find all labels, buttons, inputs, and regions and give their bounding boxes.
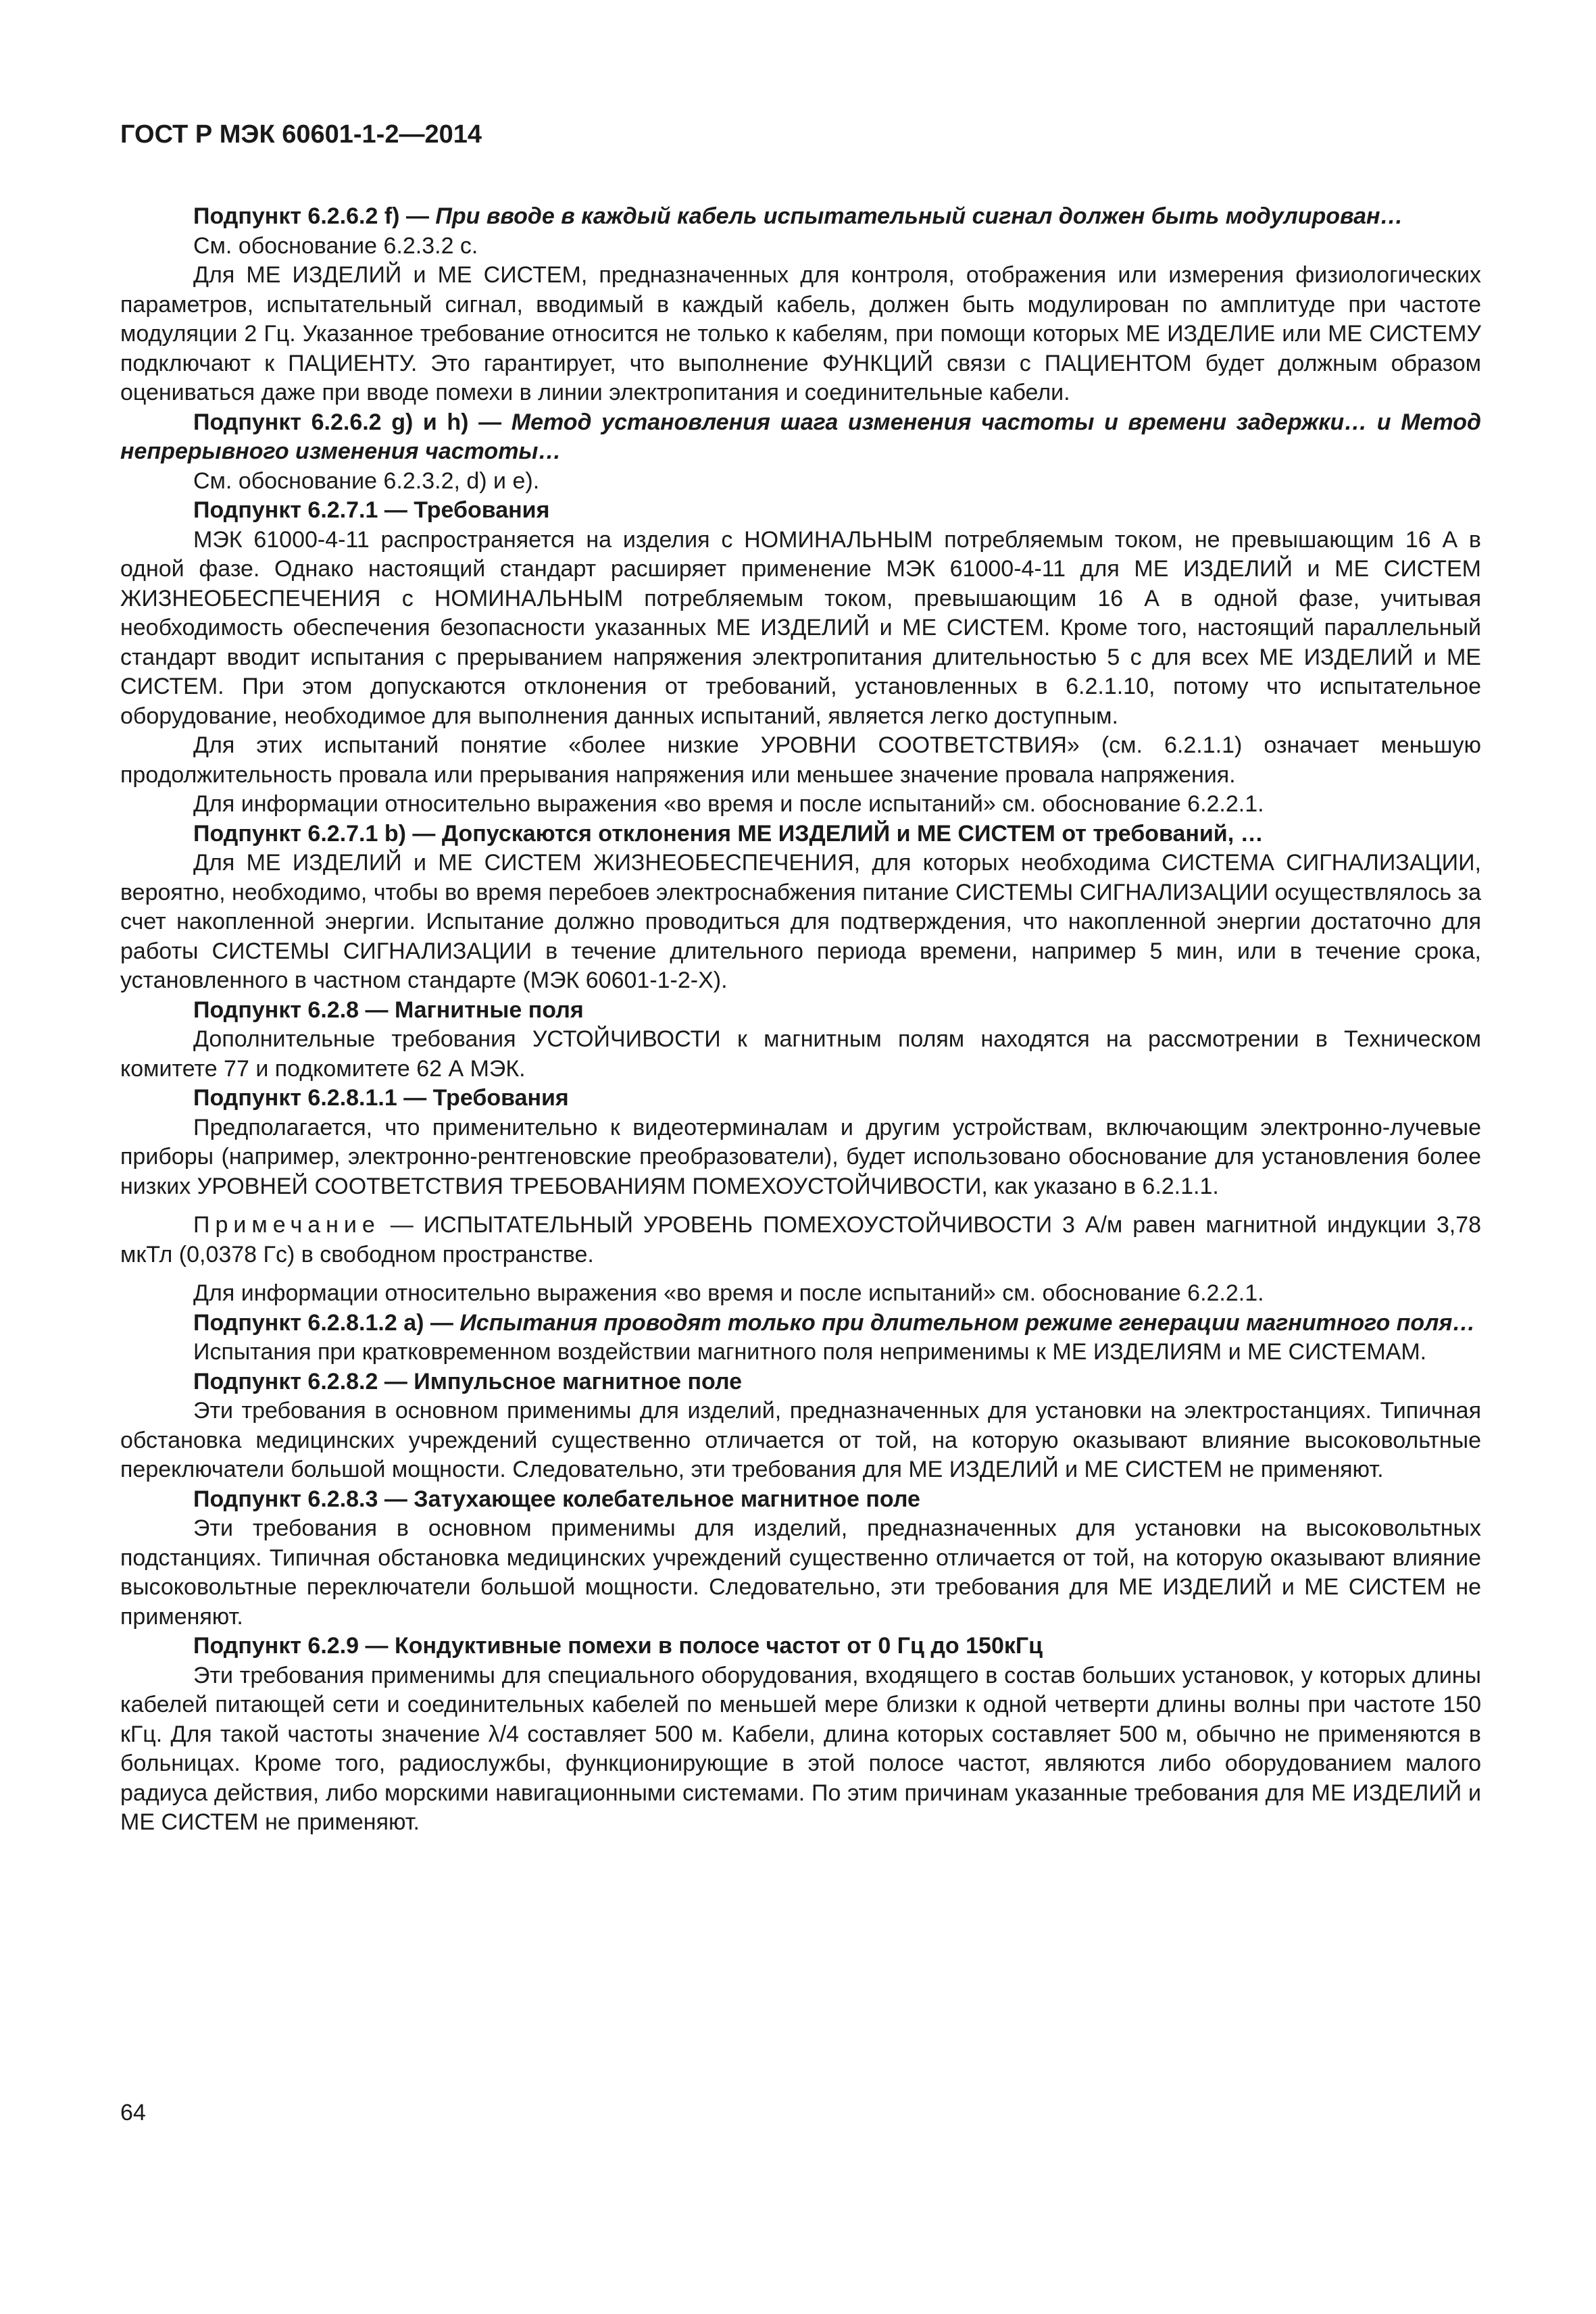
clause-heading: Подпункт 6.2.8.1.1 — Требования	[193, 1085, 569, 1111]
paragraph: Для этих испытаний понятие «более низкие УРОВНИ СООТВЕТСТВИЯ» (см. 6.2.1.1) означает меньшую продолжительность провала или прерывания напряжения или меньшее значение провала напряжения.	[120, 732, 1481, 788]
clause-heading: Подпункт 6.2.8.1.2 а) — Испытания проводят только при длительном режиме генерации магнитного поля…	[193, 1309, 1476, 1336]
paragraph: Для МЕ ИЗДЕЛИЙ и МЕ СИСТЕМ ЖИЗНЕОБЕСПЕЧЕНИЯ, для которых необходима СИСТЕМА СИГНАЛИЗАЦИИ, вероятно, необходимо, чтобы во время перебоев электроснабжения питание СИСТЕМЫ СИГНАЛИЗАЦИИ осуществлялось за счет накопленной энергии. Испытание должно проводиться для подтверждения, что накопленной энергии достаточно для работы СИСТЕМЫ СИГНАЛИЗАЦИИ в течение длительного периода времени, например 5 мин, или в течение срока, установленного в частном стандарте (МЭК 60601-1-2-Х).	[120, 850, 1481, 993]
clause-heading: Подпункт 6.2.6.2 g) и h) — Метод установления шага изменения частоты и времени задержки… и Метод непрерывного изменения частоты…	[120, 409, 1481, 464]
note-label: Примечание	[193, 1212, 380, 1238]
paragraph: Предполагается, что применительно к видеотерминалам и другим устройствам, включающим электронно-лучевые приборы (например, электронно-рентгеновские преобразователи), будет использовано обоснование для установления более низких УРОВНЕЙ СООТВЕТСТВИЯ ТРЕБОВАНИЯМ ПОМЕХОУСТОЙЧИВОСТИ, как указано в 6.2.1.1.	[120, 1114, 1481, 1199]
paragraph: Испытания при кратковременном воздействии магнитного поля неприменимы к МЕ ИЗДЕЛИЯМ и МЕ СИСТЕМАМ.	[193, 1339, 1427, 1365]
paragraph: Для информации относительно выражения «во время и после испытаний» см. обоснование 6.2.2.1.	[193, 1280, 1264, 1306]
paragraph: Эти требования в основном применимы для изделий, предназначенных для установки на высоковольтных подстанциях. Типичная обстановка медицинских учреждений существенно отличается от той, на которую оказывают влияние высоковольтные переключатели большой мощности. Следовательно, эти требования для МЕ ИЗДЕЛИЙ и МЕ СИСТЕМ не применяют.	[120, 1515, 1481, 1630]
paragraph: Для информации относительно выражения «во время и после испытаний» см. обоснование 6.2.2.1.	[193, 791, 1264, 817]
paragraph: См. обоснование 6.2.3.2, d) и е).	[193, 468, 540, 494]
page-number: 64	[120, 2100, 146, 2126]
clause-heading: Подпункт 6.2.9 — Кондуктивные помехи в полосе частот от 0 Гц до 150кГц	[193, 1633, 1043, 1659]
note-paragraph: Примечание — ИСПЫТАТЕЛЬНЫЙ УРОВЕНЬ ПОМЕХОУСТОЙЧИВОСТИ 3 А/м равен магнитной индукции 3,78 мкТл (0,0378 Гс) в свободном пространстве.	[120, 1212, 1481, 1267]
clause-heading: Подпункт 6.2.8.2 — Импульсное магнитное поле	[193, 1368, 742, 1394]
clause-heading: Подпункт 6.2.8.3 — Затухающее колебательное магнитное поле	[193, 1486, 920, 1512]
paragraph: Для МЕ ИЗДЕЛИЙ и МЕ СИСТЕМ, предназначенных для контроля, отображения или измерения физиологических параметров, испытательный сигнал, вводимый в каждый кабель, должен быть модулирован по амплитуде при частоте модуляции 2 Гц. Указанное требование относится не только к кабелям, при помощи которых МЕ ИЗДЕЛИЕ или МЕ СИСТЕМУ подключают к ПАЦИЕНТУ. Это гарантирует, что выполнение ФУНКЦИЙ связи с ПАЦИЕНТОМ будет должным образом оцениваться даже при вводе помехи в линии электропитания и соединительные кабели.	[120, 262, 1481, 405]
clause-heading: Подпункт 6.2.7.1 — Требования	[193, 497, 550, 523]
paragraph: Дополнительные требования УСТОЙЧИВОСТИ к магнитным полям находятся на рассмотрении в Техническом комитете 77 и подкомитете 62 А МЭК.	[120, 1026, 1481, 1082]
clause-heading: Подпункт 6.2.8 — Магнитные поля	[193, 997, 584, 1023]
document-body	[120, 202, 1481, 1838]
standard-header: ГОСТ Р МЭК 60601-1-2—2014	[120, 120, 482, 149]
paragraph: См. обоснование 6.2.3.2 с.	[193, 232, 478, 259]
clause-heading: Подпункт 6.2.6.2 f) — При вводе в каждый кабель испытательный сигнал должен быть модулирован…	[193, 203, 1403, 229]
clause-heading: Подпункт 6.2.7.1 b) — Допускаются отклонения МЕ ИЗДЕЛИЙ и МЕ СИСТЕМ от требований, …	[193, 820, 1264, 847]
paragraph: МЭК 61000-4-11 распространяется на изделия с НОМИНАЛЬНЫМ потребляемым током, не превышающим 16 А в одной фазе. Однако настоящий стандарт расширяет применение МЭК 61000-4-11 для МЕ ИЗДЕЛИЙ и МЕ СИСТЕМ ЖИЗНЕОБЕСПЕЧЕНИЯ с НОМИНАЛЬНЫМ потребляемым током, превышающим 16 А в одной фазе, учитывая необходимость обеспечения безопасности указанных МЕ ИЗДЕЛИЙ и МЕ СИСТЕМ. Кроме того, настоящий параллельный стандарт вводит испытания с прерыванием напряжения электропитания длительностью 5 с для всех МЕ ИЗДЕЛИЙ и МЕ СИСТЕМ. При этом допускаются отклонения от требований, установленных в 6.2.1.10, потому что испытательное оборудование, необходимое для выполнения данных испытаний, является легко доступным.	[120, 526, 1481, 729]
paragraph: Эти требования в основном применимы для изделий, предназначенных для установки на электростанциях. Типичная обстановка медицинских учреждений существенно отличается от той, на которую оказывают влияние высоковольтные переключатели большой мощности. Следовательно, эти требования для МЕ ИЗДЕЛИЙ и МЕ СИСТЕМ не применяют.	[120, 1398, 1481, 1482]
paragraph: Эти требования применимы для специального оборудования, входящего в состав больших установок, у которых длины кабелей питающей сети и соединительных кабелей по меньшей мере близки к одной четверти длины волны при частоте 150 кГц. Для такой частоты значение λ/4 составляет 500 м. Кабели, длина которых составляет 500 м, обычно не применяются в больницах. Кроме того, радиослужбы, функционирующие в этой полосе частот, являются либо оборудованием малого радиуса действия, либо морскими навигационными системами. По этим причинам указанные требования для МЕ ИЗДЕЛИЙ и МЕ СИСТЕМ не применяют.	[120, 1662, 1481, 1835]
